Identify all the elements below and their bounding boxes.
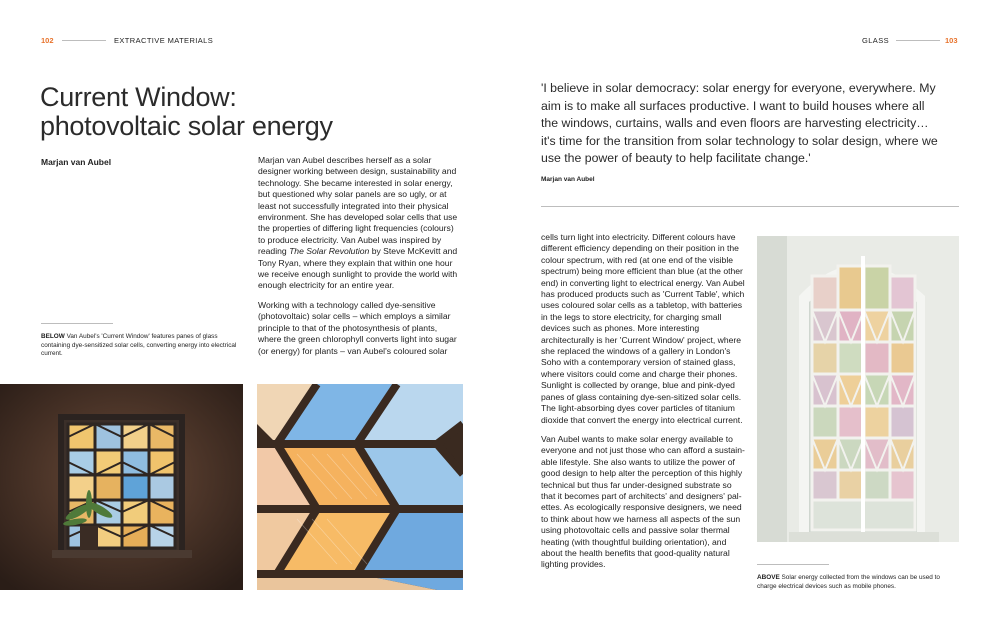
article-author: Marjan van Aubel: [41, 157, 112, 167]
right-caption-label: ABOVE: [757, 574, 780, 581]
right-body-column: [541, 232, 745, 579]
left-body-column: [258, 155, 462, 365]
article-title: Current Window: photovoltaic solar energy: [40, 82, 333, 141]
left-caption: [41, 333, 241, 359]
stained-glass-closeup-photo: [257, 384, 463, 590]
left-caption-label: BELOW: [41, 333, 65, 340]
book-title: The Solar Revolution: [289, 246, 370, 257]
right-caption-text: Solar energy collected from the windows can be used to charge electrical devices such as mobile phones.: [757, 574, 940, 590]
quote-author: Marjan van Aubel: [541, 176, 595, 183]
right-page-number: 103: [945, 36, 958, 45]
right-paragraph-2: Van Aubel wants to make solar energy available to everyone and not just those who can afford a sustain-able lifestyle. She also wants to utilize the power of good design to help alter the perception of this highly technical but thus far under-designed substrate so that it becomes part of architects' and designers' pal-ettes. As ecologically responsive designers, we need to think about how we harness all aspects of the sun using photovoltaic cells and passive solar thermal heating (with thoughtful building orientation), and about the health benefits that good-quality natural lighting provides.: [541, 433, 745, 570]
right-caption: [757, 574, 957, 591]
right-paragraph-1: cells turn light into electricity. Different colours have different efficiency depending on their position in the colour spectrum, with red (at one end of the visible spectrum) being more efficient than blue (at the other end) in converting light to electrical energy. Van Aubel has produced products such as 'Current Table', which uses coloured solar cells as a tabletop, with batteries in the legs to store electricity, for charging small devices such as phones. More interesting architecturally is her 'Current Window' project, where she replaced the windows of a gallery in London's Soho with a contemporary version of stained glass, where visitors could come and charge their phones. Sunlight is collected by orange, blue and pink-dyed panes of glass containing dye-sen-sitized solar cells. The light-absorbing dyes cover particles of titanium dioxide that convert the energy into electrical current.: [541, 232, 745, 425]
left-caption-text: Van Aubel's 'Current Window' features panes of glass containing dye-sensitized solar cells, converting energy into electrical current.: [41, 333, 237, 358]
gallery-window-photo: [757, 236, 959, 542]
right-caption-rule: [757, 564, 829, 565]
left-running-head: EXTRACTIVE MATERIALS: [114, 36, 214, 45]
window-room-photo: [0, 384, 243, 590]
left-caption-rule: [41, 323, 113, 324]
left-header-rule: [62, 40, 106, 41]
pull-quote: 'I believe in solar democracy: solar energy for everyone, everywhere. My aim is to make all surfaces productive. I want to build houses where all the windows, curtains, walls and even floors are harvesting electricity… it's time for the transition from solar technology to solar design, where we use the power of beauty to help facilitate change.': [541, 81, 938, 165]
right-running-head: GLASS: [862, 36, 890, 45]
left-paragraph-2: Working with a technology called dye-sensitive (photovoltaic) solar cells – which employs a similar principle to that of the photosynthesis of plants, where the green chlorophyll converts light into sugar (or energy) for plants – van Aubel's coloured solar: [258, 299, 457, 356]
left-page-number: 102: [41, 36, 54, 45]
right-header-rule: [896, 40, 940, 41]
left-paragraph-1: Marjan van Aubel describes herself as a solar designer working between design, sustainability and technology. She became interested in solar energy, but questioned why solar panels are so ugly, or at least not successfully integrated into their physical environment. She has developed solar cells that use the properties of differing light frequencies (colours) to produce electricity. Van Aubel was inspired by reading The Solar Revolution by Steve McKevitt and Tony Ryan, where they explain that within one hour we receive enough sunlight to provide the world with enough electricity for an entire year.: [258, 155, 458, 291]
quote-rule: [541, 206, 959, 207]
